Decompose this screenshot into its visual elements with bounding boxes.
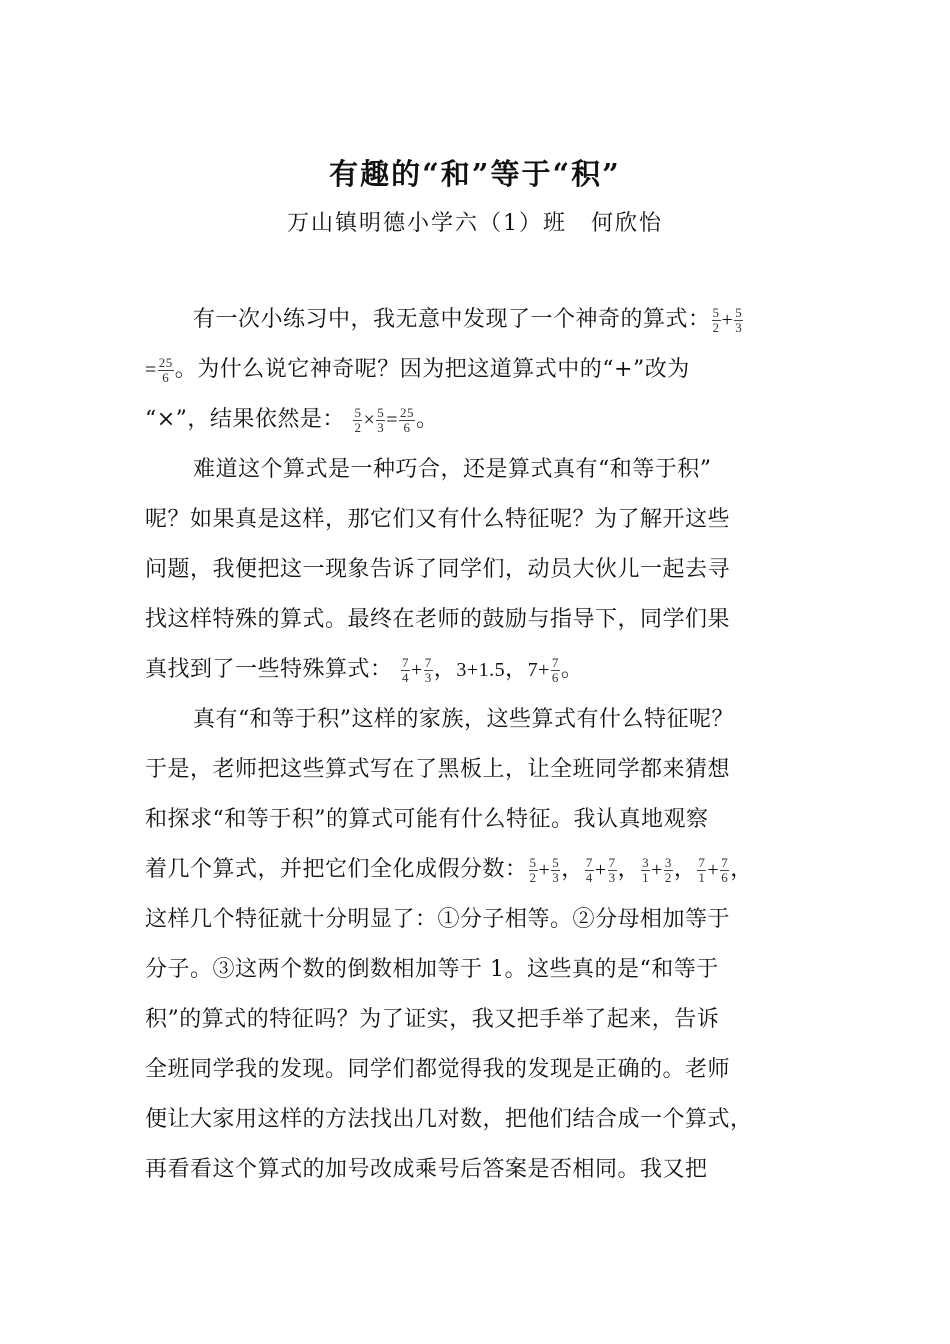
paragraph-2-line-1: 难道这个算式是一种巧合，还是算式真有“和等于积” [193,457,712,482]
document-title: 有趣的“和”等于“积” [329,157,621,191]
fraction: $\frac{25}{6}$ [400,404,414,435]
paragraph-2-line-3: 问题，我便把这一现象告诉了同学们，动员大伙儿一起去寻 [145,557,731,582]
period: 。 [416,407,439,432]
comma: ， [433,657,457,682]
equals-sign: = [386,409,398,431]
paragraph-3-line-7: 积”的算式的特征吗？为了证实，我又把手举了起来，告诉 [145,1007,720,1032]
fraction: $\frac{3}{2}$ [664,854,672,885]
number: 1.5 [478,659,506,681]
paragraph-3-line-2: 于是，老师把这些算式写在了黑板上，让全班同学都来猜想 [145,757,731,782]
paragraph-3-line-8: 全班同学我的发现。同学们都觉得我的发现是正确的。老师 [145,1057,731,1082]
paragraph-2-line-2: 呢？如果真是这样，那它们又有什么特征呢？为了解开这些 [145,507,731,532]
times-sign: × [363,409,376,431]
plus-sign: + [538,859,551,881]
paragraph-3-line-9: 便让大家用这样的方法找出几对数，把他们结合成一个算式， [145,1107,753,1132]
paragraph-3-line-10: 再看看这个算式的加号改成乘号后答案是否相同。我又把 [145,1157,708,1182]
plus-sign: + [466,659,479,681]
text-run: 真找到了一些特殊算式： [145,657,393,682]
period: 。 [560,657,584,682]
paragraph-3-line-5: 这样几个特征就十分明显了：①分子相等。②分母相加等于 [145,907,731,932]
comma: ， [673,857,697,882]
comma: ， [561,857,584,882]
fraction: $\frac{7}{1}$ [698,854,706,885]
fraction: $\frac{5}{3}$ [552,854,560,885]
equals-sign: = [145,359,157,381]
paragraph-3-line-6: 分子。③这两个数的倒数相加等于 1。这些真的是“和等于 [145,957,719,982]
text-run: 着几个算式，并把它们全化成假分数： [145,857,528,882]
paragraph-3-line-4 [145,852,835,888]
paragraph-2-line-5 [145,652,835,688]
plus-sign: + [651,859,663,881]
paragraph-1-line-2 [145,352,835,388]
paragraph-1-line-3 [145,402,835,438]
fraction: $\frac{5}{2}$ [529,854,537,885]
paragraph-3-line-3: 和探求“和等于积”的算式可能有什么特征。我认真地观察 [145,807,709,832]
author-line: 万山镇明德小学六（1）班 何欣怡 [287,211,663,236]
number: 7 [527,659,539,681]
fraction: $\frac{7}{4}$ [585,854,593,885]
fraction: $\frac{7}{3}$ [424,654,432,685]
fraction: $\frac{5}{3}$ [377,404,385,435]
plus-sign: + [721,309,734,331]
fraction: $\frac{25}{6}$ [158,354,173,385]
fraction: $\frac{5}{2}$ [712,304,720,335]
plus-sign: + [594,859,607,881]
paragraph-3-line-1: 真有“和等于积”这样的家族，这些算式有什么特征呢？ [193,707,734,732]
comma: ， [505,657,528,682]
fraction: $\frac{7}{4}$ [402,654,410,685]
fraction: $\frac{7}{3}$ [608,854,616,885]
fraction: $\frac{5}{3}$ [735,304,743,335]
plus-sign: + [707,859,720,881]
plus-sign: + [411,659,423,681]
paragraph-2-line-4: 找这样特殊的算式。最终在老师的鼓励与指导下，同学们果 [145,607,731,632]
comma: ， [730,857,753,882]
comma: ， [617,857,641,882]
text-run: 有一次小练习中，我无意中发现了一个神奇的算式： [193,307,711,332]
text-run: “×”，结果依然是： [145,407,345,432]
fraction: $\frac{3}{1}$ [642,854,650,885]
paragraph-1-line-1 [193,302,835,338]
text-run: 。为什么说它神奇呢？因为把这道算式中的“+”改为 [174,357,690,382]
number: 3 [456,659,467,681]
fraction: $\frac{7}{6}$ [551,654,559,685]
fraction: $\frac{5}{2}$ [354,404,362,435]
fraction: $\frac{7}{6}$ [721,854,729,885]
plus-sign: + [538,659,550,681]
